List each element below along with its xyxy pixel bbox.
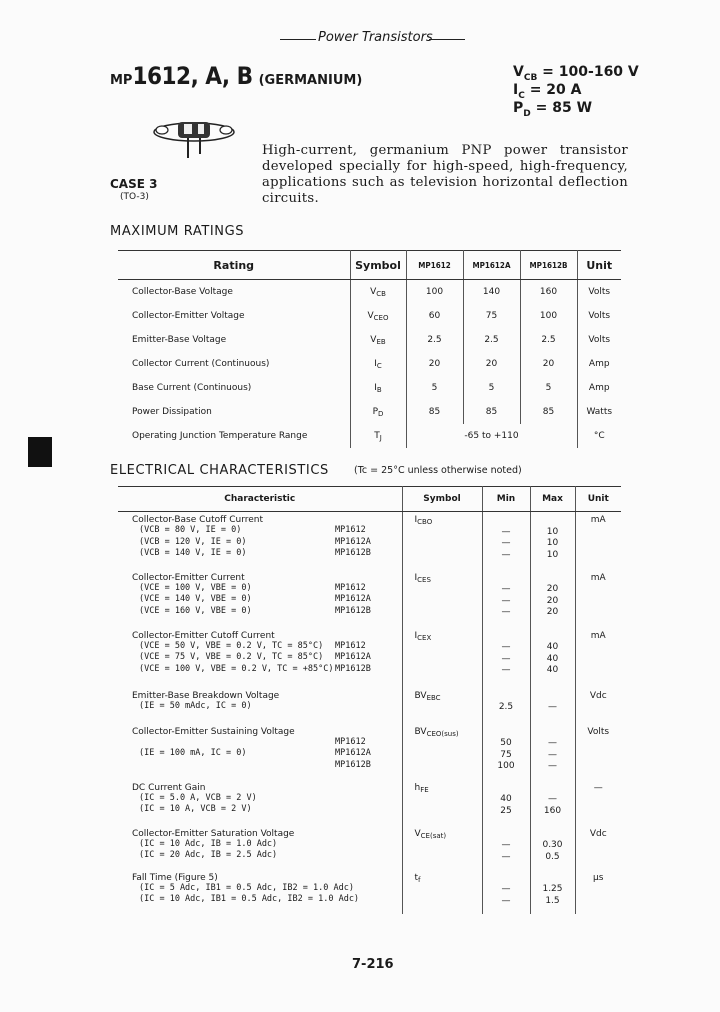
characteristic-name: Collector-Emitter Cutoff Current — [132, 630, 275, 641]
unit: Vdc — [575, 688, 621, 724]
col-unit: Unit — [577, 251, 621, 280]
symbol-sub: CBO — [417, 518, 433, 526]
table-row — [118, 870, 621, 914]
symbol-sub: FE — [420, 785, 429, 794]
table-row: Power Dissipation $P_D$ 85 85 85 Watts — [118, 400, 621, 424]
min-value: — — [501, 549, 511, 560]
max-value: — — [548, 738, 557, 748]
col-ec-unit: Unit — [575, 487, 621, 512]
max-value: 40 — [546, 665, 559, 675]
header-rule-left — [280, 39, 316, 40]
col-mp1612b: MP1612B — [520, 251, 577, 280]
case-label: CASE 3 — [110, 177, 158, 191]
min-value: — — [501, 642, 511, 652]
max-value: 40 — [546, 642, 559, 652]
min-value: 2.5 — [498, 702, 514, 712]
min-value: — — [501, 607, 511, 617]
col-max: Max — [530, 487, 575, 512]
unit: mA — [575, 628, 621, 688]
col-rating: Rating — [118, 251, 350, 280]
min-value: — — [501, 526, 511, 537]
condition-row: MP1612B — [335, 759, 371, 770]
characteristic-name: Collector-Base Cutoff Current — [132, 515, 264, 525]
elec-char-table — [118, 486, 621, 914]
col-min: Min — [482, 487, 530, 512]
condition-row: (VCB = 140 V, IE = 0) MP1612B — [139, 548, 371, 558]
symbol: I — [414, 515, 418, 525]
condition-row: (VCE = 160 V, VBE = 0) MP1612B — [139, 605, 371, 616]
condition-row: (VCE = 100 V, VBE = 0.2 V, TC = +85°C) MP1612B — [139, 663, 371, 674]
max-value: — — [548, 761, 557, 771]
max-ratings-title: MAXIMUM RATINGS — [110, 224, 245, 239]
spec-ic: $I_C = 20$ A — [513, 82, 582, 101]
characteristic-name: Emitter-Base Breakdown Voltage — [132, 690, 280, 701]
symbol: I — [414, 572, 418, 583]
characteristic-name: Collector-Emitter Saturation Voltage — [132, 828, 295, 839]
table-row: Base Current (Continuous) $I_B$ 5 5 5 Amp — [118, 376, 621, 400]
unit: Vdc — [575, 826, 621, 870]
max-value: — — [548, 794, 557, 804]
max-value: 40 — [546, 653, 559, 664]
condition-row: (VCB = 80 V, IE = 0) MP1612 — [139, 525, 366, 535]
table-row: Collector Current (Continuous) $I_C$ 20 20 20 Amp — [118, 352, 621, 376]
header-rule-right — [429, 39, 465, 40]
condition-row: (VCE = 100 V, VBE = 0) MP1612 — [139, 582, 366, 593]
symbol: I — [414, 630, 418, 641]
col-ec-symbol: Symbol — [402, 487, 482, 512]
case-package: (TO-3) — [120, 192, 149, 202]
symbol: V — [414, 828, 421, 839]
symbol-sub: CES — [417, 575, 431, 584]
col-mp1612: MP1612 — [406, 251, 463, 280]
description: High-current, germanium PNP power transistor developed specially for high-speed, high-frequency, applications such as television horizontal deflection circuits. — [262, 143, 628, 206]
max-value: 0.5 — [545, 851, 560, 862]
condition-row: (IC = 10 Adc, IB1 = 0.5 Adc, IB2 = 1.0 Adc) — [139, 894, 360, 904]
min-value: — — [501, 884, 511, 894]
max-value: — — [548, 749, 557, 760]
table-row — [118, 780, 621, 826]
table-row — [118, 570, 621, 628]
max-value: 160 — [543, 805, 562, 816]
spec-vcb: $V_{CB} = 100-160$ V — [513, 64, 639, 83]
table-row: Emitter-Base Voltage $V_{EB}$ 2.5 2.5 2.5 Volts — [118, 328, 621, 352]
table-row — [118, 512, 621, 570]
table-row — [118, 628, 621, 688]
table-row — [118, 688, 621, 724]
symbol-sub: EBC — [426, 693, 441, 702]
condition-row: (IC = 5.0 A, VCB = 2 V) — [139, 792, 257, 803]
unit: — — [575, 780, 621, 826]
condition-row: (VCB = 120 V, IE = 0) MP1612A — [139, 536, 371, 547]
table-row: Collector-Emitter Voltage $V_{CEO}$ 60 75 100 Volts — [118, 304, 621, 328]
page-number: 7-216 — [352, 957, 394, 972]
min-value: 50 — [500, 738, 512, 748]
table-row — [118, 724, 621, 780]
max-value: 20 — [546, 607, 559, 617]
max-value: 10 — [546, 538, 559, 548]
min-value: — — [501, 538, 511, 548]
symbol-sub: f — [418, 875, 421, 884]
unit: mA — [575, 512, 621, 570]
elec-title: ELECTRICAL CHARACTERISTICS — [110, 463, 329, 478]
elec-note: (Tc = 25°C unless otherwise noted) — [354, 465, 522, 476]
characteristic-name: Collector-Emitter Sustaining Voltage — [132, 726, 295, 737]
symbol-sub: CEX — [417, 633, 432, 642]
symbol: t — [414, 872, 419, 883]
characteristic-name: Collector-Emitter Current — [132, 572, 245, 583]
condition-row: (IE = 100 mA, IC = 0) MP1612A — [139, 748, 371, 758]
min-value: 25 — [500, 805, 512, 816]
part-number-value: 1612, A, B — [132, 62, 253, 90]
symbol: BV — [414, 690, 427, 701]
condition-row: (VCE = 140 V, VBE = 0) MP1612A — [139, 594, 371, 604]
max-value: 20 — [546, 584, 559, 594]
condition-row: (IC = 10 A, VCB = 2 V) — [139, 804, 252, 814]
max-value: 10 — [546, 549, 559, 560]
condition-row: (VCE = 75 V, VBE = 0.2 V, TC = 85°C) MP1612A — [139, 652, 371, 662]
col-characteristic: Characteristic — [118, 487, 402, 512]
symbol: h — [414, 782, 421, 793]
min-value: — — [501, 595, 511, 606]
col-symbol: Symbol — [350, 251, 406, 280]
part-material: (GERMANIUM) — [258, 73, 363, 88]
table-row — [118, 826, 621, 870]
table-row: Operating Junction Temperature Range $T_J$ -65 to +110 °C — [118, 424, 621, 448]
part-number — [110, 62, 362, 90]
max-value: — — [548, 702, 557, 712]
part-prefix: MP — [110, 73, 133, 88]
symbol-sub: CEO(sus) — [426, 729, 459, 738]
max-value: 1.25 — [542, 884, 563, 894]
characteristic-name: DC Current Gain — [132, 782, 206, 793]
unit: mA — [575, 570, 621, 628]
col-mp1612a: MP1612A — [463, 251, 520, 280]
spec-pd: $P_D = 85$ W — [513, 100, 593, 119]
condition-row: (VCE = 50 V, VBE = 0.2 V, TC = 85°C) MP1612 — [139, 640, 366, 651]
transistor-case-drawing — [148, 116, 240, 162]
min-value: — — [501, 840, 511, 850]
max-value: 1.5 — [545, 895, 560, 906]
max-value: 0.30 — [542, 840, 563, 850]
section-tab-marker — [28, 437, 52, 467]
unit: μs — [575, 870, 621, 914]
min-value: 75 — [500, 749, 512, 760]
max-value: 20 — [546, 595, 559, 606]
min-value: — — [501, 665, 511, 675]
header-title: Power Transistors — [318, 30, 433, 45]
table-row: Collector-Base Voltage $V_{CB}$ 100 140 160 Volts — [118, 280, 621, 305]
min-value: — — [501, 851, 511, 862]
unit: Volts — [575, 724, 621, 780]
condition-row: (IC = 20 Adc, IB = 2.5 Adc) — [139, 850, 278, 860]
condition-row: (IE = 50 mAdc, IC = 0) — [139, 700, 252, 711]
max-value: 10 — [546, 526, 559, 537]
min-value: 40 — [500, 794, 512, 804]
max-ratings-table — [118, 250, 621, 448]
condition-row: MP1612 — [335, 736, 366, 747]
condition-row: (IC = 5 Adc, IB1 = 0.5 Adc, IB2 = 1.0 Adc) — [139, 882, 354, 893]
symbol: BV — [414, 726, 427, 737]
condition-row: (IC = 10 Adc, IB = 1.0 Adc) — [139, 838, 278, 849]
min-value: — — [501, 895, 511, 906]
min-value: — — [501, 653, 511, 664]
symbol-sub: CE(sat) — [420, 831, 447, 840]
min-value: 100 — [497, 761, 515, 771]
min-value: — — [501, 584, 511, 594]
characteristic-name: Fall Time (Figure 5) — [132, 872, 218, 883]
